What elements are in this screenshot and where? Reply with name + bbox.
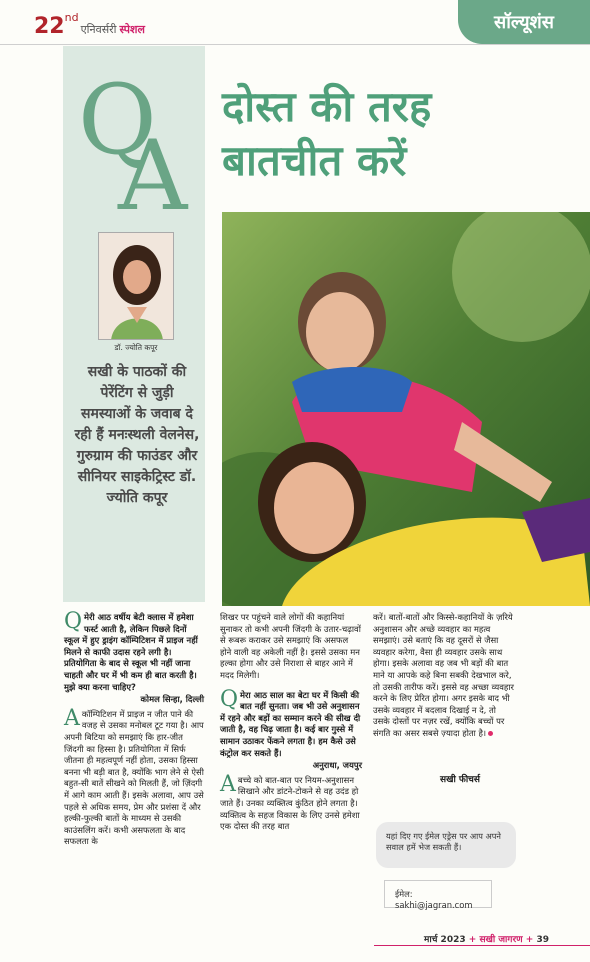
footer-brand: सखी जागरण [479, 935, 523, 945]
column-1 [64, 609, 204, 848]
issue-sup: nd [64, 11, 79, 24]
question-2-mark: Q [220, 686, 239, 712]
question-1-mark: Q [64, 609, 83, 634]
answer-1-text-b: शिखर पर पहुंचने वाले लोगों की कहानियां सुनाकर तो कभी अपनी जिंदगी के उतार-चढ़ावों से रूबरू कराकर उसे समझाएं कि असफल होने वाली वह अकेली नहीं है। इससे उसका मन हल्का होगा और उसे निराशा से बाहर आने में मदद मिलेगी। [220, 612, 361, 680]
mother-daughter-photo [222, 212, 590, 606]
end-mark-icon [488, 731, 493, 736]
issue-text: एनिवर्सरी [80, 23, 117, 36]
title-line-1: दोस्त की तरह [222, 82, 432, 131]
question-1-author: कोमल सिन्हा, दिल्ली [140, 694, 204, 705]
portrait-caption: डॉ. ज्योति कपूर [114, 343, 158, 352]
answer-2-mark: A [220, 771, 236, 797]
footer-page: 39 [536, 935, 549, 945]
answer-2-text-a: बच्चे को बात-बात पर नियम-अनुशासन सिखाने और डांटने-टोकने से वह उदंड हो जाते हैं। उनका व्यक्तित्व कुंठित होने लगता है। व्यक्तित्व के सहज विकास के लिए उनसे हमेशा एक दोस्त की तरह बात [220, 774, 360, 832]
column-3 [373, 612, 515, 740]
header-rule [0, 44, 590, 45]
answer-1-text-a: कॉम्पिटिशन में प्राइज न जीत पाने की वजह से उसका मनोबल टूट गया है। आप अपनी बिटिया को समझाएं कि हार-जीत जिंदगी का हिस्सा है। प्रतियोगिता में सिर्फ जीतना ही महत्वपूर्ण नहीं होता, उसका हिस्सा बनना भी बड़ी बात है, क्योंकि भाग लेने से ऐसी बहुत-सी बातें सीखने को मिलती हैं, जो ज़िंदगी में आगे काम आती हैं। इसके अलावा, आप उसे पहले से अधिक समय, प्रेम और प्रशंसा दें और हल्की-फुल्की बातों के माध्यम से उसकी काउंसलिंग करें। कभी असफलता के बाद सफलता के [64, 708, 204, 847]
issue-badge [34, 11, 145, 39]
ask-question-box: यहां दिए गए ईमेल एड्रेस पर आप अपने सवाल हमें भेज सकती हैं। [376, 822, 516, 868]
issue-tag: स्पेशल [119, 23, 145, 36]
question-1-text: मेरी आठ वर्षीय बेटी क्लास में हमेशा फर्स्ट आती है, लेकिन पिछले दिनों स्कूल में हुए ड्राइंग कॉम्पिटिशन में प्राइज नहीं मिलने से काफी उदास रहने लगी है। प्रतियोगिता के बाद से स्कूल भी नहीं जाना चाहती और घर में भी कम ही बात करती है। मुझे क्या करना चाहिए? [64, 612, 198, 692]
intro-text: सखी के पाठकों की पेरेंटिंग से जुड़ी समस्याओं के जवाब दे रही हैं मनःस्थली वेलनेस, गुरुग्राम की फाउंडर और सीनियर साइकेट्रिस्ट डॉ. ज्योति कपूर [74, 364, 200, 506]
title-line-2: बातचीत करें [222, 136, 407, 185]
email-box[interactable]: ईमेल: sakhi@jagran.com [384, 880, 492, 908]
qa-a-letter: A [118, 120, 188, 232]
answer-2-text-b: करें। बातों-बातों और किस्से-कहानियों के ज़रिये अनुशासन और अच्छे व्यवहार का महत्व समझाएं। उसे बताएं कि वह दूसरों से जैसा व्यवहार करेगा, वैसा ही व्यवहार उसके साथ होगा। इसके अलावा वह जब भी बड़ों की बात माने या आपके कहे बिना सबकी देखभाल करे, तो उसकी तारीफ करें। इससे वह अच्छा व्यवहार करने के लिए प्रेरित होगा। अगर इसके बाद भी उसके व्यवहार में बदलाव दिखाई न दे, तो उसके दोस्तों पर नज़र रखें, क्योंकि बच्चों पर संगति का असर सबसे ज़्यादा होता है। [373, 612, 514, 738]
column-2 [220, 612, 362, 833]
expert-portrait [98, 232, 174, 340]
question-2-text: मेरा आठ साल का बेटा घर में किसी की बात नहीं सुनता। जब भी उसे अनुशासन में रहने और बड़ों का सम्मान करने की सीख दी जाती है, वह चिढ़ जाता है। कई बार गुस्से में सामान उठाकर फेंकने लगता है। हम कैसे उसे कंट्रोल कर सकते हैं। [220, 689, 361, 758]
qa-q-letter: Q [78, 64, 157, 176]
footer-month: मार्च 2023 [424, 935, 466, 945]
section-tab: सॉल्यूशंस [458, 0, 590, 44]
footer-rule [374, 945, 590, 946]
question-2-author: अनुराधा, जयपुर [312, 760, 362, 771]
answer-1-mark: A [64, 705, 80, 731]
signature: सखी फीचर्स [440, 775, 480, 785]
issue-number: 22 [34, 14, 65, 39]
article-title [222, 80, 562, 188]
page-footer: मार्च 2023 + सखी जागरण + 39 [424, 935, 549, 945]
